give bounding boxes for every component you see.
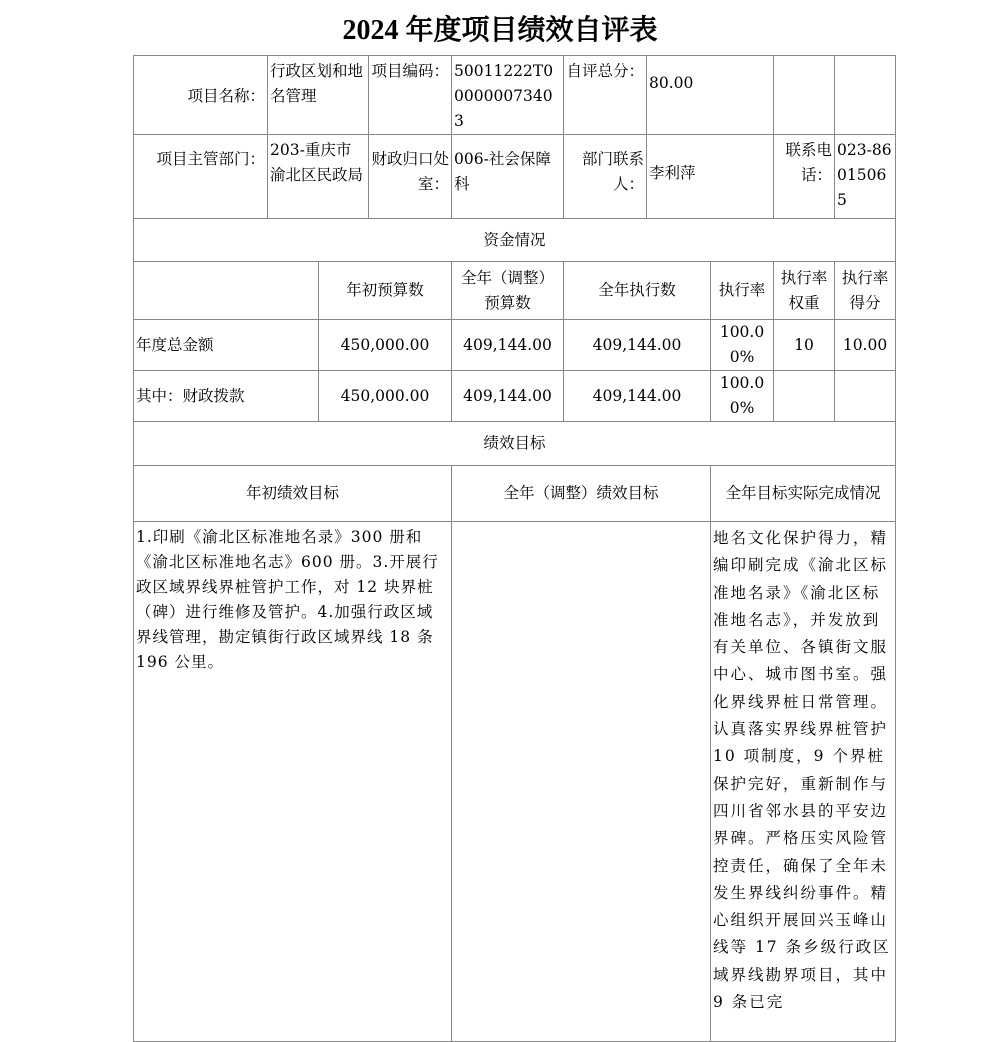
project-code: 50011222T000000073403: [452, 56, 564, 135]
goals-header: 全年（调整）绩效目标: [452, 466, 711, 522]
adjusted-budget: 409,144.00: [452, 371, 564, 422]
funds-header: 执行率得分: [835, 262, 896, 320]
rate-score: [835, 371, 896, 422]
phone-label: 联系电话：: [774, 135, 835, 219]
goals-header: 年初绩效目标: [134, 466, 452, 522]
dept: 203-重庆市渝北区民政局: [268, 135, 369, 219]
performance-table: [133, 55, 896, 1042]
finance-office-label: 财政归口处室：: [369, 135, 452, 219]
goals-section-title: 绩效目标: [134, 422, 896, 466]
empty-cell: [835, 56, 896, 135]
execution-rate: 100.00%: [711, 320, 774, 371]
empty-cell: [774, 56, 835, 135]
page-title: 2024 年度项目绩效自评表: [342, 15, 658, 46]
row-label: 年度总金额: [134, 320, 319, 371]
initial-budget: 450,000.00: [319, 320, 452, 371]
initial-goals: 1.印刷《渝北区标准地名录》300 册和《渝北区标准地名志》600 册。3.开展行政区域界线界桩管护工作，对 12 块界桩（碑）进行维修及管护。4.加强行政区域界线管理，勘定镇街行政区域界线 18 条 196 公里。: [134, 522, 452, 1042]
executed-amount: 409,144.00: [564, 371, 711, 422]
executed-amount: 409,144.00: [564, 320, 711, 371]
funds-header: 全年执行数: [564, 262, 711, 320]
rate-weight: [774, 371, 835, 422]
self-score: 80.00: [647, 56, 774, 135]
adjusted-budget: 409,144.00: [452, 320, 564, 371]
adjusted-goals: [452, 522, 711, 1042]
contact: 李利萍: [647, 135, 774, 219]
funds-header: 执行率: [711, 262, 774, 320]
row-label: 其中：财政拨款: [134, 371, 319, 422]
dept-label: 项目主管部门：: [134, 135, 268, 219]
funds-header: 全年（调整）预算数: [452, 262, 564, 320]
table-row: [134, 320, 896, 371]
contact-label: 部门联系人：: [564, 135, 647, 219]
actual-completion: 地名文化保护得力，精编印刷完成《渝北区标准地名录》《渝北区标准地名志》，并发放到有关单位、各镇街文服中心、城市图书室。强化界线界桩日常管理。认真落实界线界桩管护 10 项制度，9 个界桩保护完好，重新制作与四川省邻水县的平安边界碑。严格压实风险管控责任，确保了全年未发生界线纠纷事件。精心组织开展回兴玉峰山线等 17 条乡级行政区域界线勘界项目，其中 9 条已完: [711, 522, 896, 1042]
goals-header: 全年目标实际完成情况: [711, 466, 896, 522]
funds-header: 执行率权重: [774, 262, 835, 320]
project-name: 行政区划和地名管理: [268, 56, 369, 135]
funds-header: 年初预算数: [319, 262, 452, 320]
funds-section-title: 资金情况: [134, 219, 896, 262]
self-score-label: 自评总分：: [564, 56, 647, 135]
table-row: [134, 371, 896, 422]
project-name-label: 项目名称：: [134, 56, 268, 135]
initial-budget: 450,000.00: [319, 371, 452, 422]
rate-score: 10.00: [835, 320, 896, 371]
project-code-label: 项目编码：: [369, 56, 452, 135]
rate-weight: 10: [774, 320, 835, 371]
finance-office: 006-社会保障科: [452, 135, 564, 219]
execution-rate: 100.00%: [711, 371, 774, 422]
phone: 023-86015065: [835, 135, 896, 219]
empty-cell: [134, 262, 319, 320]
